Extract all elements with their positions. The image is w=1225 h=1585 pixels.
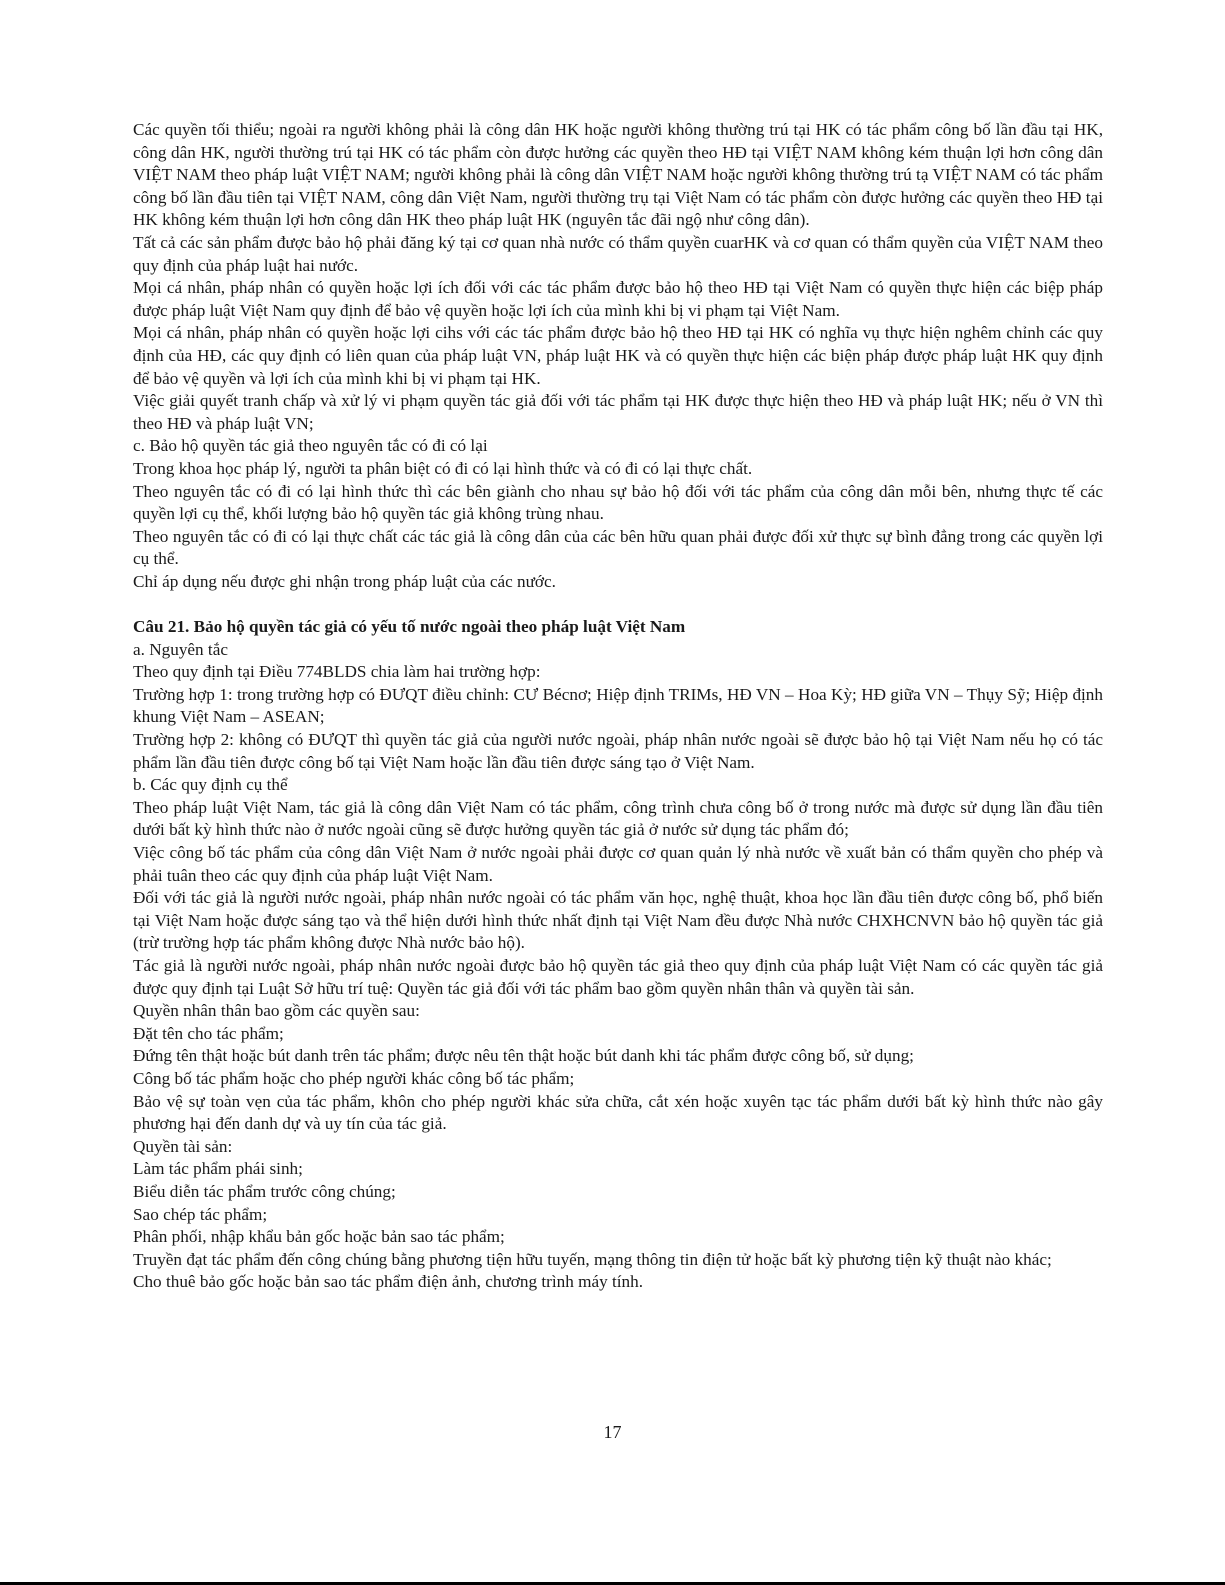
paragraph: Các quyền tối thiểu; ngoài ra người không phải là công dân HK hoặc người không thường trú tại HK có tác phẩm công bố lần đầu tại HK, công dân HK, người thường trú tại HK có tác phẩm còn được hưởng các quyền theo HĐ tại VIỆT NAM không kém thuận lợi hơn công dân VIỆT NAM theo pháp luật VIỆT NAM; người không phải là công dân VIỆT NAM hoặc người không thường trú tạ VIỆT NAM có tác phẩm công bố lần đầu tiên tại VIỆT NAM, công dân Việt Nam, người thường trụ tại Việt Nam có tác phẩm còn được hưởng các quyền theo HĐ tại HK không kém thuận lợi hơn công dân HK theo pháp luật HK (nguyên tắc đãi ngộ như công dân). — [133, 120, 1103, 230]
paragraph: Việc công bố tác phẩm của công dân Việt Nam ở nước ngoài phải được cơ quan quản lý nhà nước về xuất bản có thẩm quyền cho phép và phải tuân theo các quy định của pháp luật Việt Nam. — [133, 843, 1103, 885]
paragraph: a. Nguyên tắc — [133, 639, 228, 659]
blank-line — [133, 593, 1103, 616]
paragraph: Trường hợp 1: trong trường hợp có ĐƯQT điều chỉnh: CƯ Bécnơ; Hiệp định TRIMs, HĐ VN – Hoa Kỳ; HĐ giữa VN – Thụy Sỹ; Hiệp định khung Việt Nam – ASEAN; — [133, 684, 1103, 727]
section-heading: Câu 21. Bảo hộ quyền tác giả có yếu tố nước ngoài theo pháp luật Việt Nam — [133, 617, 686, 637]
paragraph: Đứng tên thật hoặc bút danh trên tác phẩm; được nêu tên thật hoặc bút danh khi tác phẩm được công bố, sử dụng; — [133, 1046, 914, 1066]
paragraph: Theo quy định tại Điều 774BLDS chia làm hai trường hợp: — [133, 662, 541, 682]
paragraph: Theo nguyên tắc có đi có lại thực chất các tác giả là công dân của các bên hữu quan phải được đối xử thực sự bình đẳng trong các quyền lợi cụ thể. — [133, 526, 1103, 569]
paragraph: Quyền tài sản: — [133, 1136, 233, 1156]
paragraph: Việc giải quyết tranh chấp và xử lý vi phạm quyền tác giả đối với tác phẩm tại HK được thực hiện theo HĐ và pháp luật HK; nếu ở VN thì theo HĐ và pháp luật VN; — [133, 391, 1103, 433]
paragraph: Tất cả các sản phẩm được bảo hộ phải đăng ký tại cơ quan nhà nước có thẩm quyền cuarHK và cơ quan có thẩm quyền của VIỆT NAM theo quy định của pháp luật hai nước. — [133, 232, 1103, 275]
paragraph: Quyền nhân thân bao gồm các quyền sau: — [133, 1001, 420, 1021]
paragraph: Theo nguyên tắc có đi có lại hình thức thì các bên giành cho nhau sự bảo hộ đối với tác phẩm của công dân mỗi bên, nhưng thực tế các quyền lợi cụ thể, khối lượng bảo hộ quyền tác giả không trùng nhau. — [133, 481, 1103, 524]
paragraph: Mọi cá nhân, pháp nhân có quyền hoặc lợi cihs với các tác phẩm được bảo hộ theo HĐ tại HK có nghĩa vụ thực hiện nghêm chỉnh các quy định của HĐ, các quy định có liên quan của pháp luật VN, pháp luật HK và có quyền thực hiện các biện pháp được pháp luật HK quy định để bảo vệ quyền và lợi ích của mình khi bị vi phạm tại HK. — [133, 323, 1103, 388]
page-number: 17 — [603, 1422, 622, 1442]
paragraph: Trong khoa học pháp lý, người ta phân biệt có đi có lại hình thức và có đi có lại thực chất. — [133, 458, 753, 478]
paragraph: Chỉ áp dụng nếu được ghi nhận trong pháp luật của các nước. — [133, 571, 556, 591]
paragraph: Truyền đạt tác phẩm đến công chúng bằng phương tiện hữu tuyến, mạng thông tin điện tử hoặc bất kỳ phương tiện kỹ thuật nào khác; — [133, 1249, 1052, 1269]
document-body — [133, 119, 1103, 1294]
paragraph: Cho thuê bảo gốc hoặc bản sao tác phẩm điện ảnh, chương trình máy tính. — [133, 1272, 644, 1292]
paragraph: Mọi cá nhân, pháp nhân có quyền hoặc lợi ích đối với các tác phẩm được bảo hộ theo HĐ tại Việt Nam có quyền thực hiện các biệp pháp được pháp luật Việt Nam quy định để bảo vệ quyền hoặc lợi ích của mình khi bị vi phạm tại Việt Nam. — [133, 278, 1103, 320]
paragraph: Công bố tác phẩm hoặc cho phép người khác công bố tác phẩm; — [133, 1068, 575, 1088]
paragraph: Theo pháp luật Việt Nam, tác giả là công dân Việt Nam có tác phẩm, công trình chưa công bố ở trong nước mà được sử dụng lần đầu tiên dưới bất kỳ hình thức nào ở nước ngoài cũng sẽ được hưởng quyền tác giả ở nước sử dụng tác phẩm đó; — [133, 797, 1103, 840]
paragraph: b. Các quy định cụ thể — [133, 775, 288, 795]
paragraph: Phân phối, nhập khẩu bản gốc hoặc bản sao tác phẩm; — [133, 1227, 505, 1247]
paragraph: Đối với tác giả là người nước ngoài, pháp nhân nước ngoài có tác phẩm văn học, nghệ thuật, khoa học lần đầu tiên được công bố, phổ biến tại Việt Nam hoặc được sáng tạo và thể hiện dưới hình thức nhất định tại Việt Nam đều được Nhà nước CHXHCNVN bảo hộ quyền tác giả (trừ trường hợp tác phẩm không được Nhà nước bảo hộ). — [133, 888, 1103, 953]
paragraph: Biểu diễn tác phẩm trước công chúng; — [133, 1181, 396, 1201]
paragraph: Trường hợp 2: không có ĐƯQT thì quyền tác giả của người nước ngoài, pháp nhân nước ngoài sẽ được bảo hộ tại Việt Nam nếu họ có tác phẩm lần đầu tiên được công bố tại Việt Nam hoặc lần đầu tiên được sáng tạo ở Việt Nam. — [133, 730, 1103, 772]
paragraph: Đặt tên cho tác phẩm; — [133, 1023, 284, 1043]
paragraph: c. Bảo hộ quyền tác giả theo nguyên tắc có đi có lại — [133, 436, 488, 456]
paragraph: Sao chép tác phẩm; — [133, 1204, 268, 1224]
paragraph: Làm tác phẩm phái sinh; — [133, 1159, 303, 1179]
paragraph: Tác giả là người nước ngoài, pháp nhân nước ngoài được bảo hộ quyền tác giả theo quy định của pháp luật Việt Nam có các quyền tác giả được quy định tại Luật Sở hữu trí tuệ: Quyền tác giả đối với tác phẩm bao gồm quyền nhân thân và quyền tài sản. — [133, 955, 1103, 998]
paragraph: Bảo vệ sự toàn vẹn của tác phẩm, khôn cho phép người khác sửa chữa, cắt xén hoặc xuyên tạc tác phẩm dưới bất kỳ hình thức nào gây phương hại đến danh dự và uy tín của tác giả. — [133, 1091, 1103, 1134]
